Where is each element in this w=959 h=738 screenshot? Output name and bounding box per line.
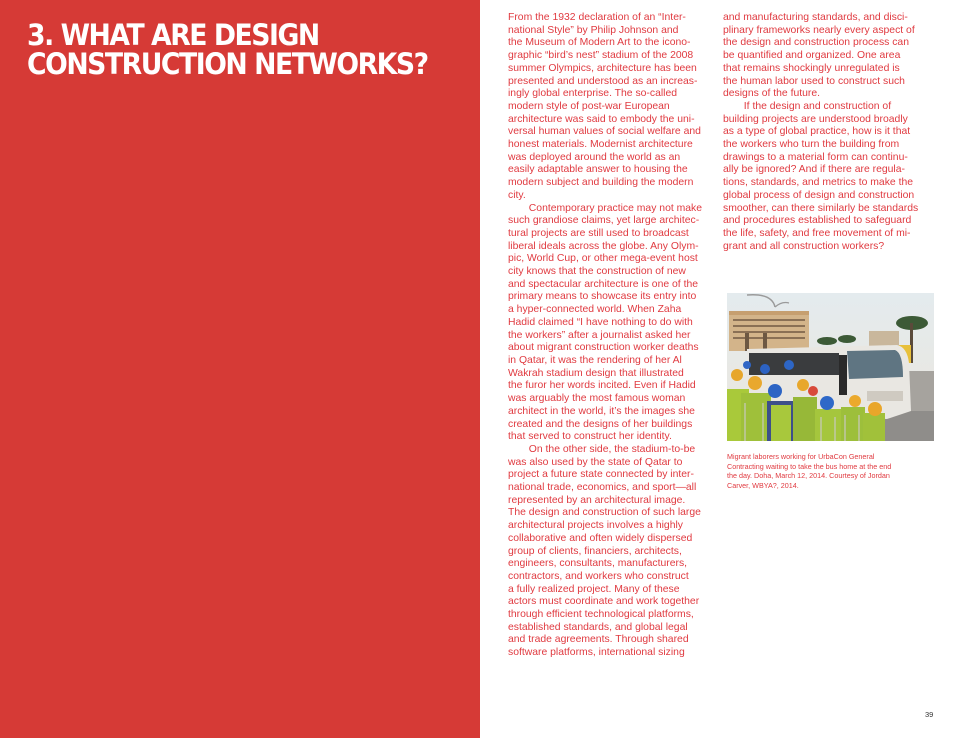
body-text-line: If the design and construction of — [723, 100, 892, 112]
body-text-line: Hadid claimed “I have nothing to do with — [508, 316, 693, 328]
body-text-line: project a future state connected by inter- — [508, 469, 694, 481]
body-text-line: tural projects are still used to broadcast — [508, 227, 689, 239]
heading-line-2: CONSTRUCTION NETWORKS? — [27, 47, 428, 81]
body-text-line: architecture was said to embody the uni- — [508, 113, 695, 125]
body-text-line: the workers who turn the building from — [723, 139, 900, 151]
body-text-line: national Style” by Philip Johnson and — [508, 24, 679, 36]
photo-migrant-workers-bus — [727, 293, 934, 441]
body-text-line: graphic “bird’s nest” stadium of the 2008 — [508, 50, 694, 62]
body-text-line: building projects are understood broadly — [723, 113, 908, 125]
body-column-left — [508, 12, 718, 660]
body-text-line: about migrant construction worker deaths — [508, 342, 699, 354]
caption-line: Carver, WBYA?, 2014. — [727, 480, 799, 490]
body-text-line: in Qatar, it was the rendering of her Al — [508, 354, 682, 366]
body-text-line: established standards, and global legal — [508, 621, 688, 633]
body-text-line: presented and understood as an increas- — [508, 75, 698, 87]
body-text-line: and manufacturing standards, and disci- — [723, 12, 908, 23]
body-text-line: architect in the world, it’s the images she — [508, 405, 695, 417]
body-text-line: ally be ignored? And if there are regula- — [723, 164, 905, 176]
body-text-line: city knows that the construction of new — [508, 266, 686, 278]
body-text-line: as a type of global practice, how is it that — [723, 126, 911, 138]
photo-caption — [727, 452, 942, 490]
body-text-line: was also used by the state of Qatar to — [508, 456, 683, 468]
body-text-line: software platforms, international sizing — [508, 647, 685, 659]
body-text-line: pic, World Cup, or other mega-event host — [508, 253, 698, 265]
body-text-line: created and the designs of her buildings — [508, 418, 693, 430]
page-number: 39 — [925, 710, 934, 719]
body-text-line: drawings to a material form can continu- — [723, 151, 908, 163]
body-text-line: tions, standards, and metrics to make the — [723, 177, 914, 189]
body-text-line: the workers” after a journalist asked her — [508, 329, 691, 341]
body-text-line: contractors, and workers who construct — [508, 570, 689, 582]
body-text-line: be quantified and organized. One area — [723, 50, 901, 62]
body-text-line: From the 1932 declaration of an “Inter- — [508, 12, 686, 23]
body-text-line: national trade, economics, and sport—all — [508, 482, 697, 494]
body-text-line: was arguably the most famous woman — [508, 393, 686, 405]
body-text-line: collaborative and often widely dispersed — [508, 532, 693, 544]
chapter-heading — [27, 18, 432, 81]
body-text-line: On the other side, the stadium-to-be — [508, 443, 696, 455]
body-text-line: and spectacular architecture is one of the — [508, 278, 699, 290]
body-text-line: The design and construction of such large — [508, 507, 701, 519]
body-text-line: and procedures established to safeguard — [723, 215, 912, 227]
body-text-line: and trade agreements. Through shared — [508, 634, 689, 646]
body-text-line: Contemporary practice may not make — [508, 202, 703, 214]
caption-line: Contracting waiting to take the bus home at the end — [727, 461, 892, 471]
body-text-line: plinary frameworks nearly every aspect of — [723, 24, 915, 36]
body-text-line: the Museum of Modern Art to the icono- — [508, 37, 691, 49]
body-text-line: modern subject and building the modern — [508, 177, 694, 189]
body-text-line: grant and all construction workers? — [723, 240, 885, 252]
body-text-line: modern style of post-war European — [508, 100, 670, 112]
body-text-line: the design and construction process can — [723, 37, 909, 49]
caption-line: the day. Doha, March 12, 2014. Courtesy of Jordan — [727, 471, 890, 480]
body-text-line: a hyper-connected world. When Zaha — [508, 304, 682, 316]
body-text-line: Wakrah stadium design that illustrated — [508, 367, 684, 379]
body-text-line: represented by an architectural image. — [508, 494, 686, 506]
body-text-line: a fully realized project. Many of these — [508, 583, 680, 595]
body-text-line: primary means to showcase its entry into — [508, 291, 697, 303]
body-text-line: engineers, consultants, manufacturers, — [508, 558, 688, 570]
body-text-line: actors must coordinate and work together — [508, 596, 700, 608]
body-text-line: such grandiose claims, yet large architec- — [508, 215, 700, 227]
body-text-line: versal human values of social welfare and — [508, 126, 701, 138]
body-text-line: designs of the future. — [723, 88, 821, 100]
body-text-line: group of clients, financiers, architects, — [508, 545, 682, 557]
body-text-line: liberal ideals across the globe. Any Olym- — [508, 240, 699, 252]
caption-line: Migrant laborers working for UrbaCon General — [727, 452, 875, 461]
body-text-line: easily adaptable answer to housing the — [508, 164, 688, 176]
body-text-line: that served to construct her identity. — [508, 431, 672, 443]
body-text-line: was deployed around the world as an — [508, 151, 681, 163]
body-text-line: city. — [508, 189, 526, 201]
body-text-line: global process of design and construction — [723, 189, 915, 201]
body-text-line: honest materials. Modernist architecture — [508, 139, 693, 151]
body-text-line: summer Olympics, architecture has been — [508, 62, 697, 74]
body-text-line: ingly global enterprise. The so-called — [508, 88, 678, 100]
body-text-line: smoother, can there similarly be standards — [723, 202, 919, 214]
photo-illustration — [727, 293, 934, 441]
body-text-line: the furor her words incited. Even if Hadid — [508, 380, 696, 392]
body-text-line: the life, safety, and free movement of mi- — [723, 227, 911, 239]
body-text-line: through efficient technological platforms, — [508, 609, 694, 621]
heading-line-1: 3. WHAT ARE DESIGN — [27, 18, 319, 52]
body-column-right — [723, 12, 938, 253]
body-text-line: that remains shockingly unregulated is — [723, 62, 900, 74]
body-text-line: architectural projects involves a highly — [508, 520, 683, 532]
body-text-line: the human labor used to construct such — [723, 75, 905, 87]
